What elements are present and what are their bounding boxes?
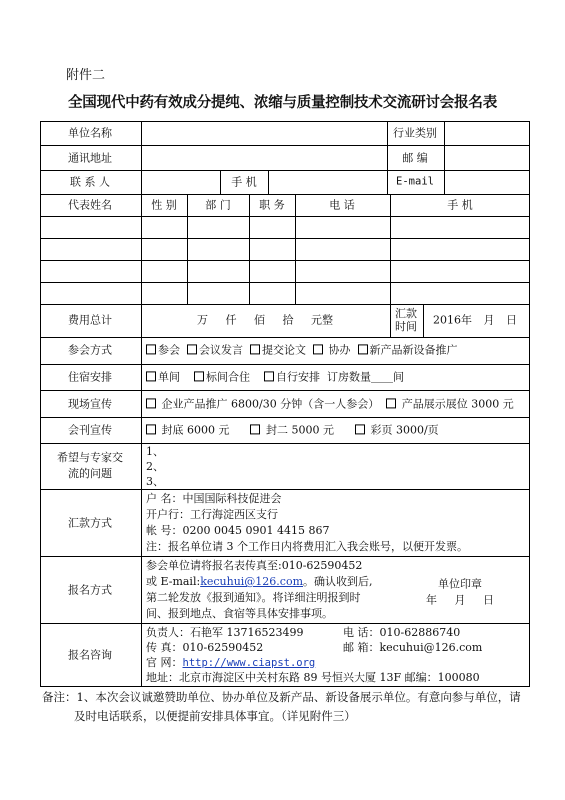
arrangement-instruction: 间、报到地点、食宿等具体安排事项。 (146, 607, 333, 620)
signup-email-link[interactable]: kecuhui@126.com (200, 575, 304, 588)
address-label: 通讯地址 (68, 151, 112, 165)
room-count[interactable]: 订房数量____间 (327, 370, 404, 384)
inquiry-mail: 邮 箱：kecuhui@126.com (343, 641, 483, 654)
gender-header: 性 别 (151, 198, 177, 212)
onsite-options (146, 397, 514, 410)
col-divider (268, 170, 269, 194)
expert-questions[interactable] (146, 444, 164, 489)
row-divider (40, 556, 530, 557)
inquiry-email-link[interactable]: kecuhui@126.com (379, 641, 483, 654)
journal-options (146, 423, 439, 436)
row-divider (40, 623, 530, 624)
row-divider (40, 337, 530, 338)
account-number: 帐 号：0200 0045 0901 4415 867 (146, 524, 330, 537)
signup-label: 报名方式 (68, 583, 112, 597)
seal-label: 单位印章 (438, 577, 482, 591)
option-attend[interactable]: 参会 (146, 343, 180, 356)
option-booth[interactable]: 产品展示展位 3000 元 (386, 397, 514, 410)
option-color-page[interactable]: 彩页 3000/页 (355, 423, 439, 436)
fee-total-label: 费用总计 (68, 313, 112, 327)
seal-date: 年 月 日 (426, 593, 494, 607)
industry-label: 行业类别 (393, 126, 437, 140)
option-single-room[interactable]: 单间 (146, 370, 180, 383)
col-divider (249, 194, 250, 304)
email-label: E-mail (396, 175, 434, 188)
inquiry-tel: 电 话：010-62886740 (343, 626, 461, 639)
remit-time-label: 汇款时间 (395, 307, 417, 333)
option-coorganize[interactable]: 协办 (313, 343, 351, 356)
col-divider (390, 194, 391, 304)
row-divider (40, 304, 530, 305)
remit-method-label: 汇款方式 (68, 516, 112, 530)
onsite-label: 现场宣传 (68, 397, 112, 411)
lodging-options (146, 370, 404, 383)
remit-details (146, 491, 468, 555)
col-divider (423, 304, 424, 337)
account-name: 户 名：中国国际科技促进会 (146, 492, 282, 505)
mobile-label: 手 机 (231, 175, 257, 189)
bank-name: 开户行：工行海淀西区支行 (146, 508, 278, 521)
rep-mobile-header: 手 机 (447, 198, 473, 212)
option-paper[interactable]: 提交论文 (250, 343, 306, 356)
email-instruction: 或 E-mail:kecuhui@126.com。确认收到后, (146, 575, 373, 588)
notice-instruction: 第二轮发放《报到通知》。将详细注明报到时 (146, 591, 361, 604)
row-divider (40, 282, 530, 283)
option-product-promo[interactable]: 企业产品推广 6800/30 分钟（含一人参会） (146, 397, 379, 410)
remit-date: 2016年 月 日 (433, 313, 517, 327)
annex-label: 附件二 (66, 68, 106, 83)
rep-name-header: 代表姓名 (68, 198, 112, 212)
col-divider (444, 121, 445, 194)
option-inside-cover[interactable]: 封二 5000 元 (250, 423, 334, 436)
col-divider (220, 170, 221, 194)
col-divider (187, 194, 188, 304)
journal-label: 会刊宣传 (68, 423, 112, 437)
question-2: 2、 (146, 460, 164, 473)
participation-label: 参会方式 (68, 343, 112, 357)
inquiry-fax: 传 真：010-62590452 (146, 641, 264, 654)
postcode-label: 邮 编 (402, 151, 428, 165)
row-divider (40, 443, 530, 444)
col-divider (387, 121, 388, 194)
inquiry-address: 地址：北京市海淀区中关村东路 89 号恒兴大厦 13F 邮编：100080 (146, 671, 480, 684)
row-divider (40, 260, 530, 261)
inquiry-person: 负责人：石艳军 13716523499 (146, 626, 304, 639)
row-divider (40, 216, 530, 217)
fax-instruction: 参会单位请将报名表传真至:010-62590452 (146, 559, 363, 572)
question-1: 1、 (146, 445, 164, 458)
fee-amount-units: 万 仟 佰 拾 元整 (197, 313, 333, 327)
remit-note: 注：报名单位请 3 个工作日内将费用汇入我会账号，以便开发票。 (146, 540, 468, 553)
option-back-cover[interactable]: 封底 6000 元 (146, 423, 230, 436)
lodging-label: 住宿安排 (68, 370, 112, 384)
inquiry-label: 报名咨询 (68, 648, 112, 662)
col-divider (295, 194, 296, 304)
option-promotion[interactable]: 新产品新设备推广 (358, 343, 458, 356)
remarks (42, 688, 532, 726)
row-divider (40, 364, 530, 365)
row-divider (40, 417, 530, 418)
expert-label: 希望与专家交流的问题 (57, 451, 123, 480)
website-link[interactable]: http://www.ciapst.org (182, 657, 316, 669)
row-divider (40, 194, 530, 195)
col-divider (141, 121, 142, 687)
participation-options (146, 343, 458, 356)
row-divider (40, 145, 530, 146)
option-self-arrange[interactable]: 自行安排 (264, 370, 320, 383)
signup-details (146, 558, 373, 622)
option-shared-room[interactable]: 标间合住 (194, 370, 250, 383)
contact-label: 联 系 人 (70, 175, 110, 189)
row-divider (40, 238, 530, 239)
form-title: 全国现代中药有效成分提纯、浓缩与质量控制技术交流研讨会报名表 (68, 94, 497, 111)
col-divider (390, 304, 391, 337)
position-header: 职 务 (259, 198, 285, 212)
unit-name-label: 单位名称 (68, 126, 112, 140)
inquiry-web: 官 网：http://www.ciapst.org (146, 656, 316, 669)
option-speech[interactable]: 会议发言 (187, 343, 243, 356)
question-3: 3、 (146, 475, 164, 488)
remark-line-2: 及时电话联系，以便提前安排具体事宜。（详见附件三） (74, 709, 356, 723)
row-divider (40, 170, 530, 171)
row-divider (40, 390, 530, 391)
row-divider (40, 489, 530, 490)
remark-line-1: 备注：1、本次会议诚邀赞助单位、协办单位及新产品、新设备展示单位。有意向参与单位，请 (42, 690, 521, 704)
dept-header: 部 门 (205, 198, 231, 212)
phone-header: 电 话 (329, 198, 355, 212)
